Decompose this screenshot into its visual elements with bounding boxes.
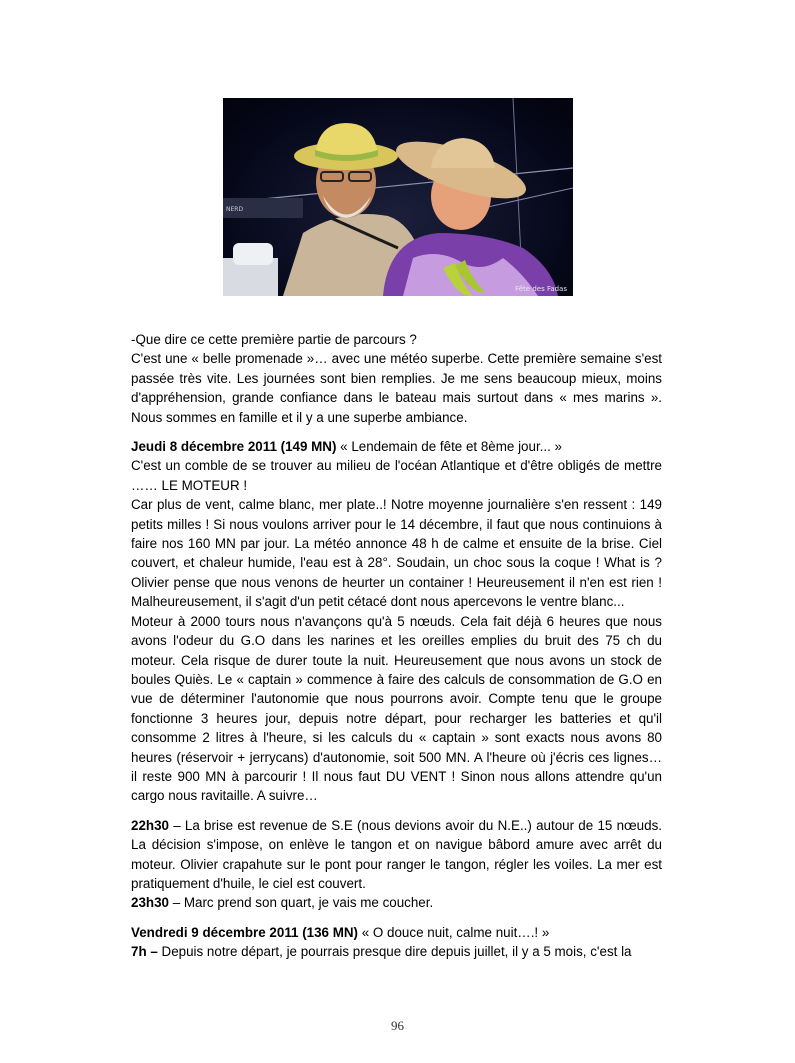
day2-time-7h: 7h –	[131, 944, 158, 960]
log-entry-2230	[131, 816, 662, 894]
day1-subtitle: « Lendemain de fête et 8ème jour... »	[336, 439, 562, 455]
day2-text-7h: Depuis notre départ, je pourrais presque dire depuis juillet, il y a 5 mois, c'est la	[157, 944, 632, 960]
day2-subtitle: « O douce nuit, calme nuit….! »	[358, 924, 550, 940]
log-entry-2330	[131, 893, 662, 912]
day2-entry-title	[131, 923, 662, 942]
log-time-2230: 22h30	[131, 817, 169, 833]
day1-entry-title	[131, 437, 662, 456]
intro-question: -Que dire ce cette première partie de parcours ?	[131, 332, 417, 347]
day2-heading: Vendredi 9 décembre 2011 (136 MN)	[131, 924, 359, 940]
page-number: 96	[391, 1018, 404, 1033]
day1-paragraph-3: Moteur à 2000 tours nous n'avançons qu'à 5 nœuds. Cela fait déjà 6 heures que nous avons l'odeur du G.O dans les narines et les oreilles emplies du bruit des 75 ch du moteur. Cela risque de durer toute la nuit. Heureusement que nous avons un stock de boules Quiès. Le « captain » commence à faire des calculs de consommation de G.O en vue de déterminer l'autonomie que nous pourrons avoir. Compte tenu que le groupe fonctionne 3 heures jour, depuis notre départ, pour recharger les batteries et qu'il consomme 2 litres à l'heure, si les calculs du « captain » sont exacts nous avons 80 heures (réservoir + jerrycans) d'autonomie, soit 500 MN. A l'heure où j'écris ces lignes… il reste 900 MN à parcourir ! Il nous faut DU VENT ! Sinon nous allons attendre qu'un cargo nous ravitaille. A suivre…	[131, 613, 662, 804]
photo	[223, 98, 573, 296]
photo-illustration	[223, 98, 573, 296]
log-text-2330: – Marc prend son quart, je vais me coucher.	[168, 895, 434, 911]
day1-heading: Jeudi 8 décembre 2011 (149 MN)	[131, 439, 337, 455]
log-time-2330: 23h30	[131, 895, 169, 911]
photo-caption: Fête des Fadas	[515, 285, 567, 293]
day1-paragraph-2: Car plus de vent, calme blanc, mer plate..! Notre moyenne journalière s'en ressent : 149 petits milles ! Si nous voulons arriver pour le 14 décembre, il faut que nous continuions à faire nos 160 MN par jour. La météo annonce 48 h de calme et ensuite de la brise. Ciel couvert, et chaleur humide, l'eau est à 28°. Soudain, un choc sous la coque ! What is ? Olivier pense que nous venons de heurter un container ! Heureusement il n'en est rien ! Malheureusement, il s'agit d'un petit cétacé dont nous apercevons le ventre blanc...	[131, 497, 662, 610]
day1-paragraph-1: C'est un comble de se trouver au milieu de l'océan Atlantique et d'être obligés de mettre …… LE MOTEUR !	[131, 458, 662, 493]
log-text-2230: – La brise est revenue de S.E (nous devions avoir du N.E..) autour de 15 nœuds. La décision s'impose, on enlève le tangon et on navigue bâbord amure avec arrêt du moteur. Olivier crapahute sur le pont pour ranger le tangon, régler les voiles. La mer est pratiquement d'huile, le ciel est couvert.	[131, 817, 662, 891]
day2-entry-7h	[131, 942, 662, 961]
body-text	[131, 330, 662, 962]
intro-paragraph: C'est une « belle promenade »… avec une météo superbe. Cette première semaine s'est passée très vite. Les journées sont bien remplies. Je me sens beaucoup mieux, moins d'appréhension, grande confiance dans le bateau mais surtout dans « mes marins ». Nous sommes en famille et il y a une superbe ambiance.	[131, 351, 662, 425]
svg-text:NERD: NERD	[226, 206, 244, 213]
